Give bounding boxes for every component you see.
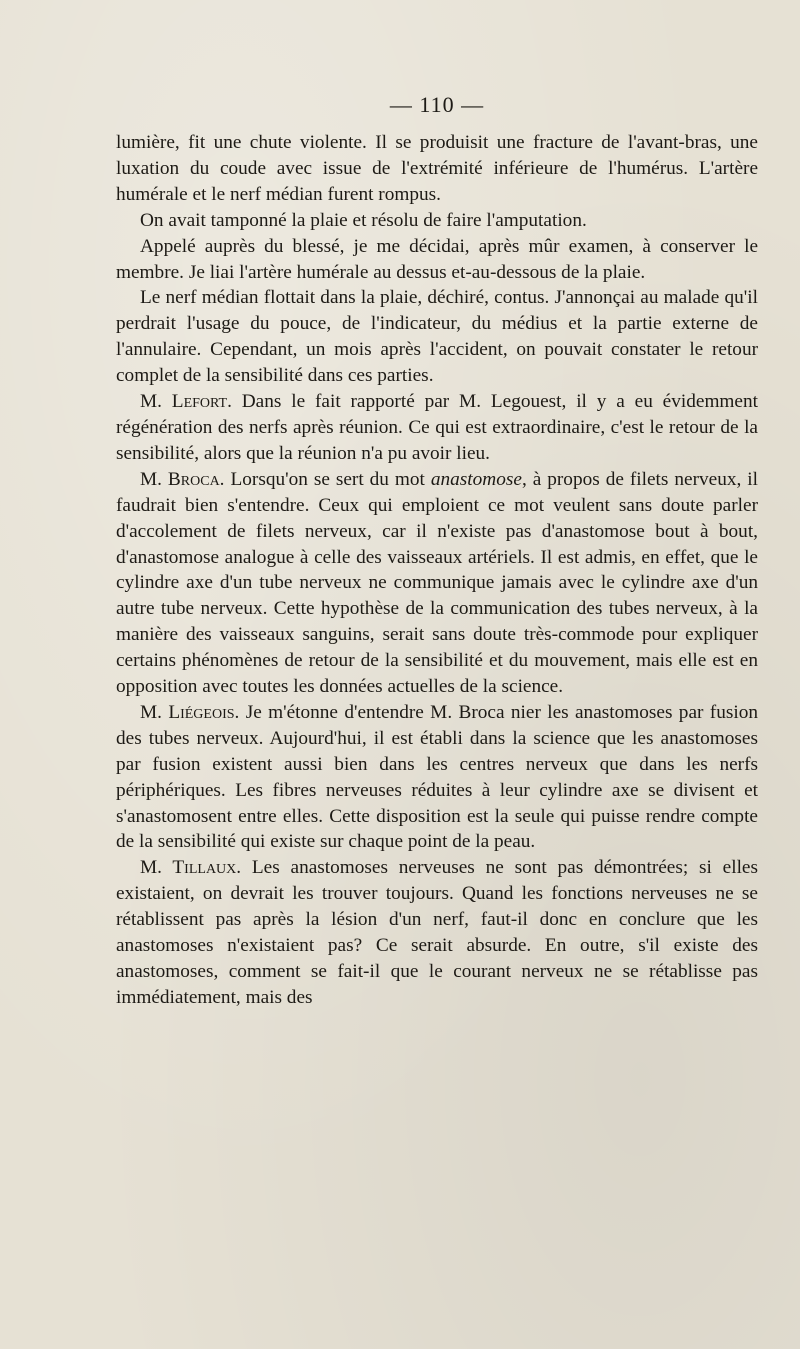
paragraph-3-text: Appelé auprès du blessé, je me décidai, après mûr examen, à conserver le membre. Je liai l'artère humérale au dessus et-au-dessous de la plaie.: [116, 235, 758, 283]
speaker-liegeois: M. Liégeois.: [140, 701, 240, 723]
paragraph-1-text: lumière, fit une chute violente. Il se produisit une fracture de l'avant-bras, une luxation du coude avec issue de l'extrémité inférieure de l'humérus. L'artère humérale et le nerf médian furent rompus.: [116, 132, 758, 205]
emphasis-anastomose: anastomose: [430, 468, 522, 490]
paragraph-tillaux-text: Les anastomoses nerveuses ne sont pas démontrées; si elles existaient, on devrait les trouver toujours. Quand les fonctions nerveuses ne se rétablissent pas après la lésion d'un nerf, faut-il donc en conclure que les anastomoses n'existaient pas? Ce serait absurde. En outre, s'il existe des anastomoses, comment se fait-il que le courant nerveux ne se rétablisse pas immédiatement, mais des: [116, 857, 758, 1008]
paragraph-broca: [116, 467, 758, 700]
page-number: — 110 —: [389, 92, 485, 117]
paragraph-lefort: [116, 389, 758, 467]
paragraph-broca-text-before: Lorsqu'on se sert du mot: [224, 468, 431, 490]
speaker-lefort: M. Lefort.: [140, 391, 232, 413]
paragraph-2: [116, 208, 758, 234]
paragraph-2-text: On avait tamponné la plaie et résolu de faire l'amputation.: [140, 209, 587, 231]
speaker-broca: M. Broca.: [140, 468, 225, 490]
paragraph-4-text: Le nerf médian flottait dans la plaie, déchiré, contus. J'annonçai au malade qu'il perdrait l'usage du pouce, de l'indicateur, du médius et la partie externe de l'annulaire. Cependant, un mois après l'accident, on pouvait constater le retour complet de la sensibilité dans ces parties.: [116, 287, 758, 387]
paragraph-1: [116, 130, 758, 208]
paragraph-liegeois-text: Je m'étonne d'entendre M. Broca nier les anastomoses par fusion des tubes nerveux. Aujourd'hui, il est établi dans la science que les anastomoses par fusion existent aussi bien dans les centres nerveux que dans les nerfs périphériques. Les fibres nerveuses réduites à leur cylindre axe se divisent et s'anastomosent entre elles. Cette disposition est la seule qui puisse rendre compte de la sensibilité qui existe sur chaque point de la peau.: [116, 701, 758, 853]
paragraph-liegeois: [116, 700, 758, 855]
paragraph-3: [116, 234, 758, 286]
paragraph-4: [116, 285, 758, 389]
speaker-tillaux: M. Tillaux.: [140, 857, 242, 879]
page-body: [116, 130, 758, 1011]
paragraph-broca-text: , à propos de filets nerveux, il faudrait bien s'entendre. Ceux qui emploient ce mot veulent sans doute parler d'accolement de filets nerveux, car il n'existe pas d'anastomose bout à bout, d'anastomose analogue à celle des vaisseaux artériels. Il est admis, en effet, que le cylindre axe d'un tube nerveux ne communique jamais avec le cylindre axe d'un autre tube nerveux. Cette hypothèse de la communication des tubes nerveux, à la manière des vaisseaux sanguins, serait sans doute très-commode pour expliquer certains phénomènes de retour de la sensibilité et du mouvement, mais elle est en opposition avec toutes les données actuelles de la science.: [116, 468, 758, 698]
paragraph-lefort-text: Dans le fait rapporté par M. Legouest, il y a eu évidemment régénération des nerfs après réunion. Ce qui est extraordinaire, c'est le retour de la sensibilité, alors que la réunion n'a pu avoir lieu.: [116, 391, 758, 464]
paragraph-tillaux: [116, 855, 758, 1010]
